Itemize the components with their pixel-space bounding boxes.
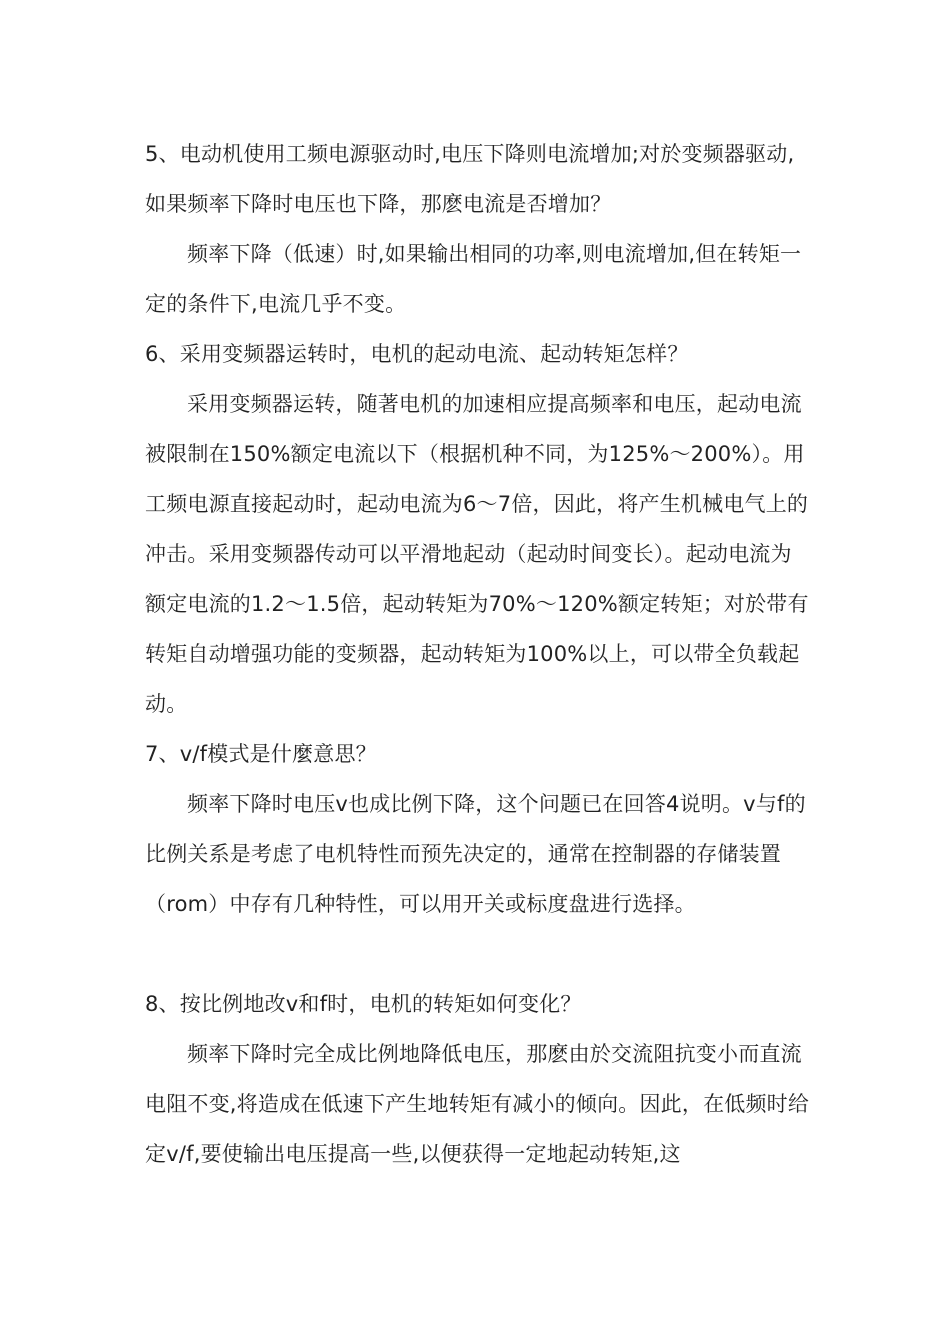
question-8: 8、按比例地改v和f时，电机的转矩如何变化？	[145, 992, 582, 1016]
question-7: 7、v/f模式是什麼意思？	[145, 742, 377, 766]
answer-7: 频率下降时电压v也成比例下降，这个问题已在回答4说明。v与f的比例关系是考虑了电机特性而预先决定的，通常在控制器的存储装置（rom）中存有几种特性，可以用开关或标度盘进行选择。	[145, 792, 806, 916]
paragraph-gap	[145, 929, 810, 979]
question-5: 5、电动机使用工频电源驱动时,电压下降则电流增加;对於变频器驱动,如果频率下降时电压也下降，那麽电流是否增加？	[145, 142, 795, 216]
answer-6: 采用变频器运转，随著电机的加速相应提高频率和电压，起动电流被限制在150%额定电流以下（根据机种不同，为125%～200%）。用工频电源直接起动时，起动电流为6～7倍，因此，将产生机械电气上的冲击。采用变频器传动可以平滑地起动（起动时间变长）。起动电流为额定电流的1.2～1.5倍，起动转矩为70%～120%额定转矩；对於带有转矩自动增强功能的变频器，起动转矩为100%以上，可以带全负载起动。	[145, 392, 809, 716]
answer-8: 频率下降时完全成比例地降低电压，那麽由於交流阻抗变小而直流电阻不变,将造成在低速下产生地转矩有减小的倾向。因此，在低频时给定v/f,要使输出电压提高一些,以便获得一定地起动转矩,这	[145, 1042, 810, 1166]
document-body	[145, 129, 810, 1179]
answer-5: 频率下降（低速）时,如果输出相同的功率,则电流增加,但在转矩一定的条件下,电流几乎不变。	[145, 242, 802, 316]
question-6: 6、采用变频器运转时，电机的起动电流、起动转矩怎样？	[145, 342, 689, 366]
